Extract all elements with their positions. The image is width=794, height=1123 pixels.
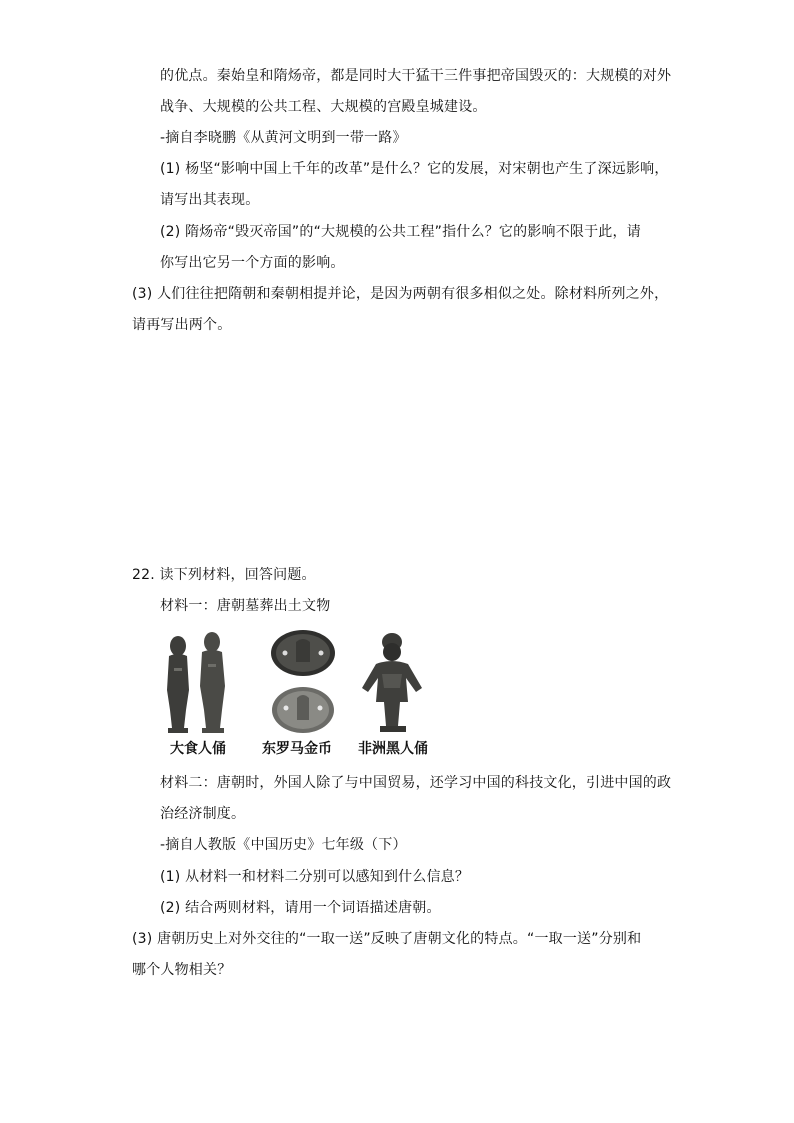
q22-question-3-cont: 哪个人物相关？ (132, 962, 232, 978)
sub-question-1: (1) 杨坚“影响中国上千年的改革”是什么？它的发展，对宋朝也产生了深远影响， (160, 161, 669, 177)
q22-question-3: (3) 唐朝历史上对外交往的“一取一送”反映了唐朝文化的特点。“一取一送”分别和 (132, 931, 642, 947)
question-3-cont: 请再写出两个。 (132, 317, 232, 333)
african-figurine-image (362, 633, 422, 732)
q22-sub-question-2: (2) 结合两则材料，请用一个词语描述唐朝。 (160, 900, 441, 916)
passage-line-1: 的优点。秦始皇和隋炀帝，都是同时大干猛干三件事把帝国毁灭的：大规模的对外 (160, 68, 672, 84)
byzantine-coins-image (271, 630, 335, 733)
sub-question-2: (2) 隋炀帝“毁灭帝国”的“大规模的公共工程”指什么？它的影响不限于此，请 (160, 224, 641, 240)
material-2-line-2: 治经济制度。 (160, 806, 246, 822)
question-3: (3) 人们往往把隋朝和秦朝相提并论，是因为两朝有很多相似之处。除材料所列之外， (132, 286, 669, 302)
sub-question-1-cont: 请写出其表现。 (160, 192, 260, 208)
material-1-title: 材料一：唐朝墓葬出土文物 (160, 598, 331, 614)
material-2-line-1: 材料二：唐朝时，外国人除了与中国贸易，还学习中国的科技文化，引进中国的政 (160, 775, 672, 791)
caption-byzantine-coins: 东罗马金币 (262, 741, 332, 757)
q22-sub-question-1: (1) 从材料一和材料二分别可以感知到什么信息？ (160, 869, 470, 885)
artifact-photos (160, 628, 440, 758)
caption-african-figurine: 非洲黑人俑 (358, 741, 428, 757)
arab-figurines-image (167, 632, 225, 733)
passage-source: -摘自李晓鹏《从黄河文明到一带一路》 (160, 130, 407, 146)
material-2-source: -摘自人教版《中国历史》七年级（下） (160, 837, 407, 853)
artifact-photo-illustration (160, 628, 440, 738)
caption-arab-figurines: 大食人俑 (170, 741, 226, 757)
sub-question-2-cont: 你写出它另一个方面的影响。 (160, 255, 345, 271)
passage-line-2: 战争、大规模的公共工程、大规模的宫殿皇城建设。 (160, 99, 487, 115)
question-22-heading: 22. 读下列材料，回答问题。 (132, 567, 316, 583)
